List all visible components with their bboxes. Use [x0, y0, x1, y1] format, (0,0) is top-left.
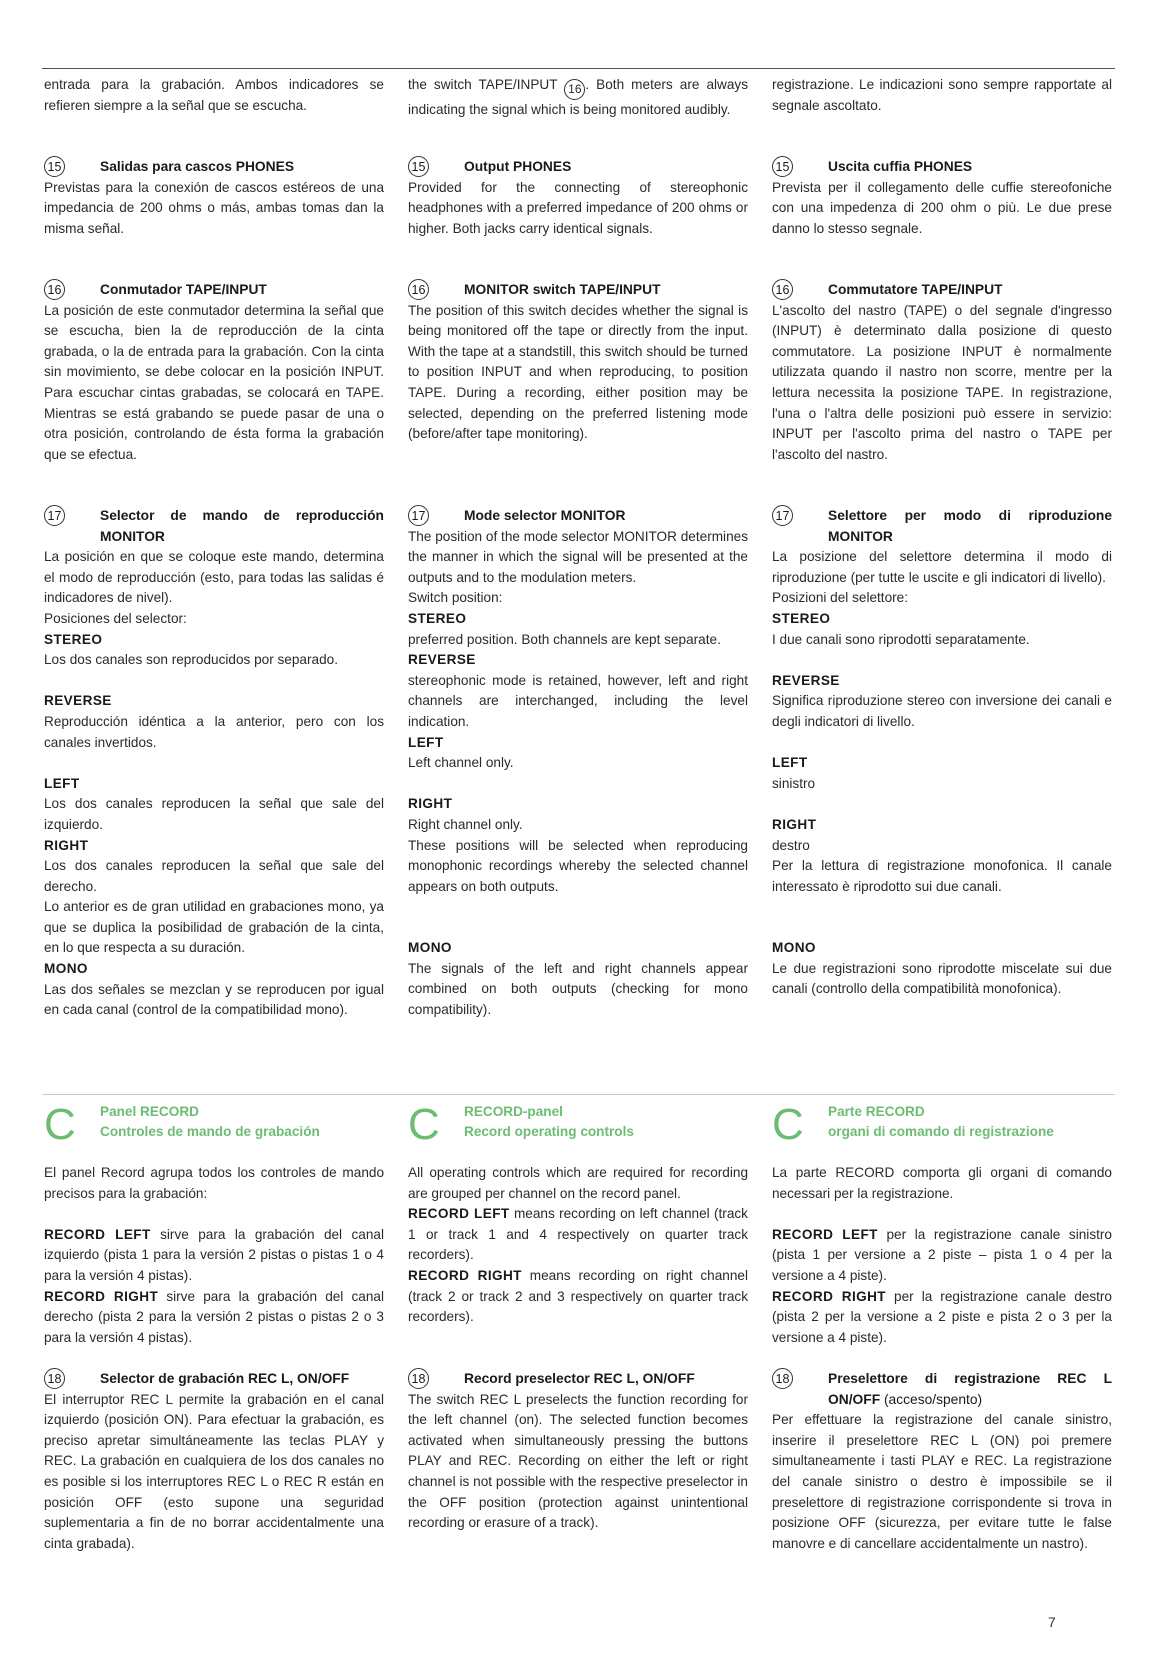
item-number-icon: 15	[408, 156, 429, 177]
es-section-18: 18 Selector de grabación REC L, ON/OFF El interruptor REC L permite la grabación en el canal izquierdo (posición ON). Para efectuar la grabación, es preciso apretar simultáneamente las teclas PLAY y REC. La grabación en cualquiera de los dos canales no es posible si los interruptores REC L o REC R están en posición OFF (esto supone una seguridad suplementaria a fin de no borrar accidentalmente una cinta grabada).	[44, 1369, 384, 1554]
mode-left: LEFT	[44, 775, 80, 791]
es-heading-15: 15 Salidas para cascos PHONES	[44, 157, 384, 178]
it-section-c-header: C Parte RECORD organi di comando di registrazione	[772, 1100, 1054, 1149]
item-number-icon: 17	[772, 505, 793, 526]
section-letter-c: C	[772, 1100, 804, 1149]
section-letter-c: C	[44, 1100, 76, 1149]
mode-left: LEFT	[408, 734, 444, 750]
mode-right: RIGHT	[408, 796, 453, 812]
es-heading-17: 17 Selector de mando de reproducción MONITOR	[44, 506, 384, 547]
it-heading-18: 18 Preselettore di registrazione REC L ON/OFF (acceso/spento)	[772, 1369, 1112, 1410]
es-heading-16: 16 Conmutador TAPE/INPUT	[44, 280, 384, 301]
en-heading-15: 15 Output PHONES	[408, 157, 748, 178]
page-number: 7	[1048, 1614, 1056, 1630]
it-heading-15: 15 Uscita cuffia PHONES	[772, 157, 1112, 178]
en-section-16: 16 MONITOR switch TAPE/INPUT The position of this switch decides whether the signal is being monitored off the tape or directly from the input. With the tape at a standstill, this switch should be turned to position INPUT and when reproducing, to position TAPE. During a recording, either position may be selected, depending on the preferred listening mode (before/after tape monitoring).	[408, 280, 748, 445]
it-section-18: 18 Preselettore di registrazione REC L ON/OFF (acceso/spento) Per effettuare la registrazione del canale sinistro, inserire il preselettore REC L (ON) poi premere simultaneamente i tasti PLAY e REC. La registrazione del canale sinistro o destro è impossibile se il preselettore di registrazione corrispondente si trova in posizione OFF (sicurezza, per evitare tutte le false manovre e di cancellare accidentalmente un nastro).	[772, 1369, 1112, 1554]
item-number-icon: 16	[564, 79, 585, 100]
item-number-icon: 16	[772, 279, 793, 300]
it-heading-16: 16 Commutatore TAPE/INPUT	[772, 280, 1112, 301]
es-section-16: 16 Conmutador TAPE/INPUT La posición de este conmutador determina la señal que se escucha, bien la de reproducción de la cinta grabada, o la de entrada para la grabación. Con la cinta sin movimiento, se debe colocar en la posición INPUT. Para escuchar cintas grabadas, se colocará en TAPE. Mientras se está grabando se puede pasar de una o otra posición, controlando de ésta forma la grabación que se efectua.	[44, 280, 384, 465]
section-c-rule	[42, 1094, 1115, 1095]
mode-stereo: STEREO	[772, 610, 831, 626]
es-section-17: 17 Selector de mando de reproducción MONITOR La posición en que se coloque este mando, determina el modo de reproducción (esto, para todas las salidas é indicadores de nivel). Posiciones del selector: STEREO Los dos canales son reproducidos por separado. REVERSE Reproducción idéntica a la anterior, pero con los canales invertidos. LEFT Los dos canales reproducen la señal que sale del izquierdo. RIGHT Los dos canales reproducen la señal que sale del derecho. Lo anterior es de gran utilidad en grabaciones mono, ya que se duplica la posibilidad de grabación de la cinta, en lo que respecta a su duración. MONO Las dos señales se mezclan y se reproducen por igual en cada canal (control de la compatibilidad mono).	[44, 506, 384, 1021]
mode-right: RIGHT	[44, 837, 89, 853]
es-heading-18: 18 Selector de grabación REC L, ON/OFF	[44, 1369, 384, 1390]
mode-right: RIGHT	[772, 816, 817, 832]
item-number-icon: 18	[772, 1368, 793, 1389]
it-section-16: 16 Commutatore TAPE/INPUT L'ascolto del nastro (TAPE) o del segnale d'ingresso (INPUT) è determinato dalla posizione di questo commutatore. La posizione INPUT è normalmente utilizzata quando il nastro non scorre, mentre per la lettura necessita la posizione TAPE. In registrazione, l'una o l'altra delle posizioni può essere in servizio: INPUT per l'ascolto prima del nastro o TAPE per l'ascolto del nastro.	[772, 280, 1112, 465]
mode-stereo: STEREO	[408, 610, 467, 626]
item-number-icon: 18	[44, 1368, 65, 1389]
mode-reverse: REVERSE	[44, 693, 112, 709]
en-section-15: 15 Output PHONES Provided for the connecting of stereophonic headphones with a preferred impedance of 200 ohms or higher. Both jacks carry identical signals.	[408, 157, 748, 239]
it-section-15: 15 Uscita cuffia PHONES Prevista per il collegamento delle cuffie stereofoniche con una impedenza di 200 ohm o più. Le due prese danno lo stesso segnale.	[772, 157, 1112, 239]
item-number-icon: 16	[44, 279, 65, 300]
en-section-17: 17 Mode selector MONITOR The position of the mode selector MONITOR determines the manner in which the signal will be presented at the outputs and to the modulation meters. Switch position: STEREO preferred position. Both channels are kept separate. REVERSE stereophonic mode is retained, however, left and right channels are interchanged, including the level indication. LEFT Left channel only. RIGHT Right channel only. These positions will be selected when reproducing monophonic recordings whereby the selected channel appears on both outputs. MONO The signals of the left and right channels appear combined on both outputs (checking for mono compatibility).	[408, 506, 748, 1021]
it-heading-17: 17 Selettore per modo di riproduzione MONITOR	[772, 506, 1112, 547]
en-heading-18: 18 Record preselector REC L, ON/OFF	[408, 1369, 748, 1390]
it-section-17: 17 Selettore per modo di riproduzione MONITOR La posizione del selettore determina il modo di riproduzione (per tutte le uscite e gli indicatori di livello). Posizioni del selettore: STEREO I due canali sono riprodotti separatamente. REVERSE Significa riproduzione stereo con inversione dei canali e degli indicatori di livello. LEFT sinistro RIGHT destro Per la lettura di registrazione monofonica. Il canale interessato è riprodotto sui due canali. MONO Le due registrazioni sono riprodotte miscelate sui due canali (controllo della compatibilità monofonica).	[772, 506, 1112, 1000]
item-number-icon: 15	[44, 156, 65, 177]
en-heading-17: 17 Mode selector MONITOR	[408, 506, 748, 527]
mode-reverse: REVERSE	[772, 672, 840, 688]
en-section-c-header: C RECORD-panel Record operating controls	[408, 1100, 634, 1149]
item-number-icon: 17	[44, 505, 65, 526]
mode-left: LEFT	[772, 755, 808, 771]
mode-mono: MONO	[772, 940, 816, 956]
en-heading-16: 16 MONITOR switch TAPE/INPUT	[408, 280, 748, 301]
mode-stereo: STEREO	[44, 631, 103, 647]
it-intro: registrazione. Le indicazioni sono sempre rapportate al segnale ascoltato.	[772, 77, 1112, 113]
mode-mono: MONO	[44, 961, 88, 977]
es-section-c-header: C Panel RECORD Controles de mando de grabación	[44, 1100, 320, 1149]
item-number-icon: 17	[408, 505, 429, 526]
section-letter-c: C	[408, 1100, 440, 1149]
en-section-18: 18 Record preselector REC L, ON/OFF The switch REC L preselects the function recording for the left channel (on). The selected function becomes activated when simultaneously pressing the buttons PLAY and REC. Recording on either the left or right channel is not possible with the respective preselector in the OFF position (protection against unintentional recording or erasure of a track).	[408, 1369, 748, 1534]
item-number-icon: 15	[772, 156, 793, 177]
item-number-icon: 16	[408, 279, 429, 300]
es-section-15: 15 Salidas para cascos PHONES Previstas para la conexión de cascos estéreos de una impedancia de 200 ohms o más, ambas tomas dan la misma señal.	[44, 157, 384, 239]
mode-mono: MONO	[408, 940, 452, 956]
top-rule	[42, 68, 1115, 69]
mode-reverse: REVERSE	[408, 652, 476, 668]
item-number-icon: 18	[408, 1368, 429, 1389]
es-intro: entrada para la grabación. Ambos indicadores se refieren siempre a la señal que se escucha.	[44, 77, 384, 113]
en-intro: the switch TAPE/INPUT 16 . Both meters are always indicating the signal which is being monitored audibly.	[408, 77, 749, 117]
